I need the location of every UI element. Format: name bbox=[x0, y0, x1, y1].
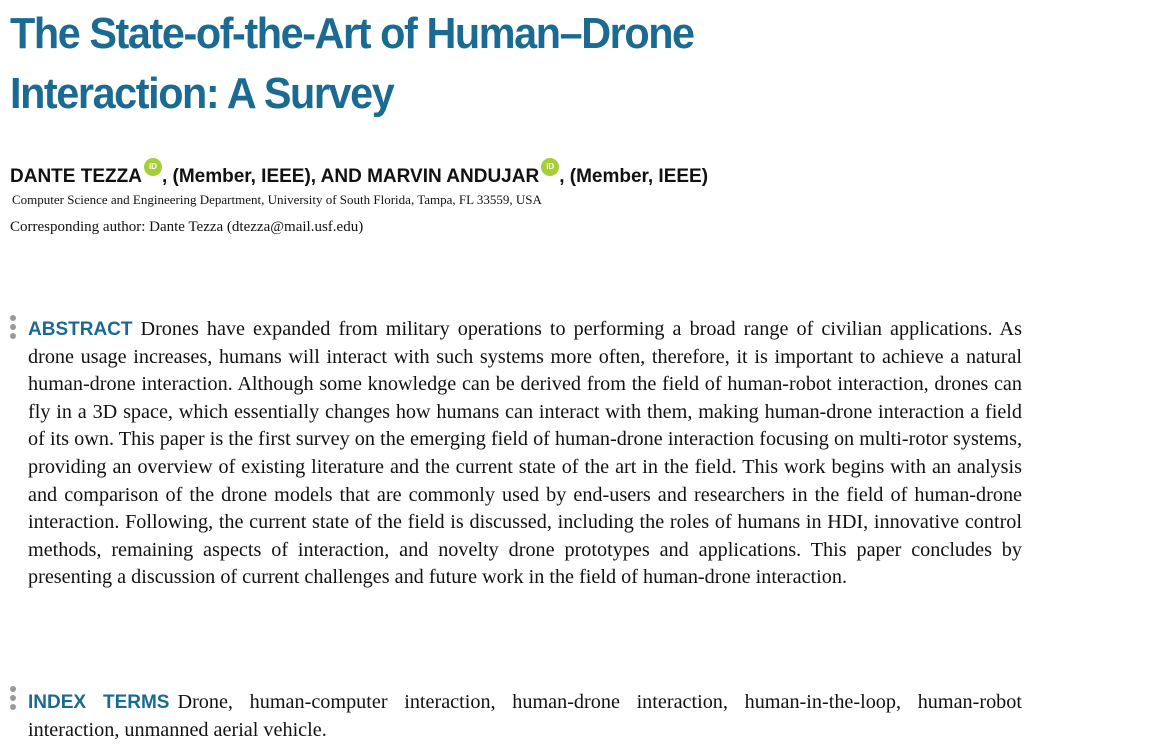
paper-title-line-2: Interaction: A Survey bbox=[10, 69, 394, 118]
abstract-paragraph bbox=[28, 316, 1022, 592]
author-1-membership: , (Member, IEEE), AND bbox=[161, 166, 368, 187]
paper-title bbox=[10, 4, 856, 124]
abstract-label: ABSTRACT bbox=[28, 319, 133, 340]
drag-handle-icon[interactable] bbox=[10, 315, 16, 342]
orcid-icon[interactable]: iD bbox=[144, 158, 162, 176]
author-name-1: DANTE TEZZA bbox=[10, 166, 142, 187]
author-name-2: MARVIN ANDUJAR bbox=[367, 166, 540, 187]
index-terms-paragraph bbox=[28, 689, 1022, 744]
abstract-text: Drones have expanded from military operations to performing a broad range of civilian applications. As drone usage increases, humans will interact with such systems more often, therefore, it is important to achieve a natural human-drone interaction. Although some knowledge can be derived from the field of human-robot interaction, drones can fly in a 3D space, which essentially changes how humans can interact with them, making human-drone interaction a field of its own. This paper is the first survey on the emerging field of human-drone interaction focusing on multi-rotor systems, providing an overview of existing literature and the current state of the art in the field. This work begins with an analysis and comparison of the drone models that are commonly used by end-users and researchers in the field of human-drone interaction. Following, the current state of the field is discussed, including the roles of humans in HDI, innovative control methods, remaining aspects of interaction, and novelty drone prototypes and applications. This paper concludes by presenting a discussion of current challenges and future work in the field of human-drone interaction. bbox=[28, 318, 1022, 589]
paper-title-line-1: The State-of-the-Art of Human–Drone bbox=[10, 9, 694, 58]
drag-handle-icon[interactable] bbox=[10, 686, 16, 713]
index-terms-label: INDEX TERMS bbox=[28, 692, 170, 713]
orcid-icon[interactable]: iD bbox=[541, 158, 559, 176]
corresponding-author: Corresponding author: Dante Tezza (dtezza@mail.usf.edu) bbox=[10, 219, 364, 235]
affiliation: Computer Science and Engineering Department, University of South Florida, Tampa, FL 33559, USA bbox=[12, 192, 542, 207]
author-2-membership: , (Member, IEEE) bbox=[559, 166, 709, 187]
author-line bbox=[10, 163, 708, 191]
index-terms-text: Drone, human-computer interaction, human-drone interaction, human-in-the-loop, human-robot interaction, unmanned aerial vehicle. bbox=[28, 691, 1022, 741]
